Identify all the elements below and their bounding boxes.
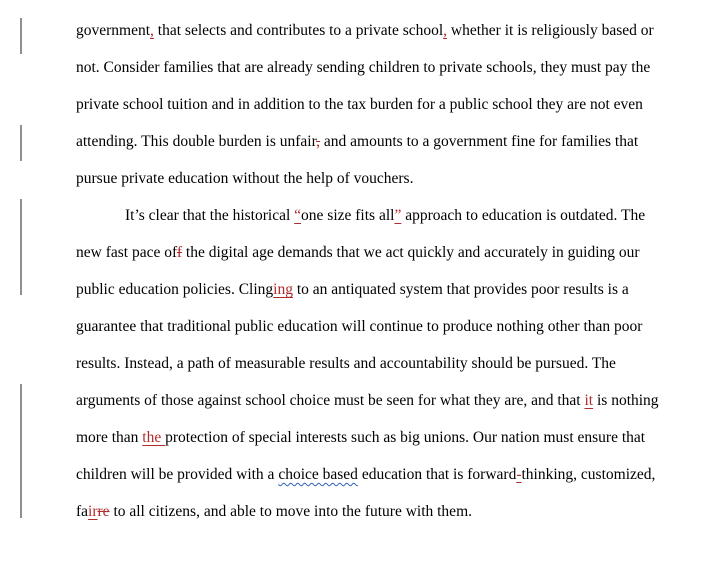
text-line[interactable]	[76, 123, 706, 160]
text-segment: education that is forward	[357, 466, 517, 483]
text-segment: public education policies. Cling	[76, 281, 274, 298]
text-segment: protection of special interests such as big unions. Our nation must ensure that	[165, 429, 646, 446]
change-bar	[20, 125, 22, 161]
change-bar	[20, 199, 22, 295]
text-segment: approach to education is outdated. The	[401, 207, 646, 224]
text-line[interactable]	[76, 86, 706, 123]
text-segment: whether it is religiously based or	[447, 22, 654, 39]
text-segment: arguments of those against school choice must be seen for what they are, and that	[76, 392, 585, 409]
text-segment: results. Instead, a path of measurable results and accountability should be pursued. The	[76, 355, 616, 372]
text-segment: to all citizens, and able to move into the future with them.	[109, 503, 472, 520]
text-line[interactable]	[76, 308, 706, 345]
text-segment: fa	[76, 503, 89, 520]
text-segment: more than	[76, 429, 143, 446]
inserted-text: it	[584, 392, 594, 409]
text-segment: It’s clear that the historical	[125, 207, 295, 224]
text-segment: guarantee that traditional public education will continue to produce nothing other than poor	[76, 318, 643, 335]
text-line[interactable]	[76, 456, 706, 493]
text-line[interactable]	[76, 493, 706, 530]
text-line[interactable]	[76, 382, 706, 419]
inserted-text: ”	[394, 207, 402, 224]
text-segment: to an antiquated system that provides poor results is a	[292, 281, 629, 298]
deleted-text: ,	[316, 133, 321, 150]
text-line[interactable]	[76, 197, 706, 234]
inserted-text: ,	[150, 22, 154, 39]
deleted-text: re	[97, 503, 110, 520]
text-segment: government	[76, 22, 151, 39]
text-segment: new fast pace of	[76, 244, 177, 261]
inserted-text: the	[142, 429, 166, 446]
text-segment: children will be provided with a	[76, 466, 279, 483]
text-line[interactable]	[76, 12, 706, 49]
text-segment: the digital age demands that we act quickly and accurately in guiding our	[182, 244, 640, 261]
grammar-flagged-text: choice based	[278, 466, 358, 483]
change-bar	[20, 384, 22, 518]
text-segment: that selects and contributes to a private school	[153, 22, 444, 39]
text-segment: pursue private education without the help of vouchers.	[76, 170, 414, 187]
text-line[interactable]	[76, 345, 706, 382]
text-segment: one size fits all	[301, 207, 395, 224]
text-segment: attending. This double burden is unfair	[76, 133, 317, 150]
inserted-text: “	[294, 207, 302, 224]
document-text-block[interactable]	[76, 12, 706, 530]
text-line[interactable]	[76, 160, 706, 197]
text-segment: thinking, customized,	[521, 466, 656, 483]
text-line[interactable]	[76, 271, 706, 308]
inserted-text: ir	[88, 503, 98, 520]
inserted-text: ,	[443, 22, 448, 39]
text-segment: and amounts to a government fine for families that	[320, 133, 639, 150]
inserted-text: -	[516, 466, 522, 483]
text-segment: is nothing	[593, 392, 659, 409]
text-segment: private school tuition and in addition to the tax burden for a public school they are not even	[76, 96, 643, 113]
inserted-text: ing	[273, 281, 293, 298]
change-bar	[20, 18, 22, 54]
text-line[interactable]	[76, 419, 706, 456]
deleted-text: f	[176, 244, 183, 261]
text-line[interactable]	[76, 234, 706, 271]
text-line[interactable]	[76, 49, 706, 86]
text-segment: not. Consider families that are already sending children to private schools, they must pay the	[76, 59, 651, 76]
